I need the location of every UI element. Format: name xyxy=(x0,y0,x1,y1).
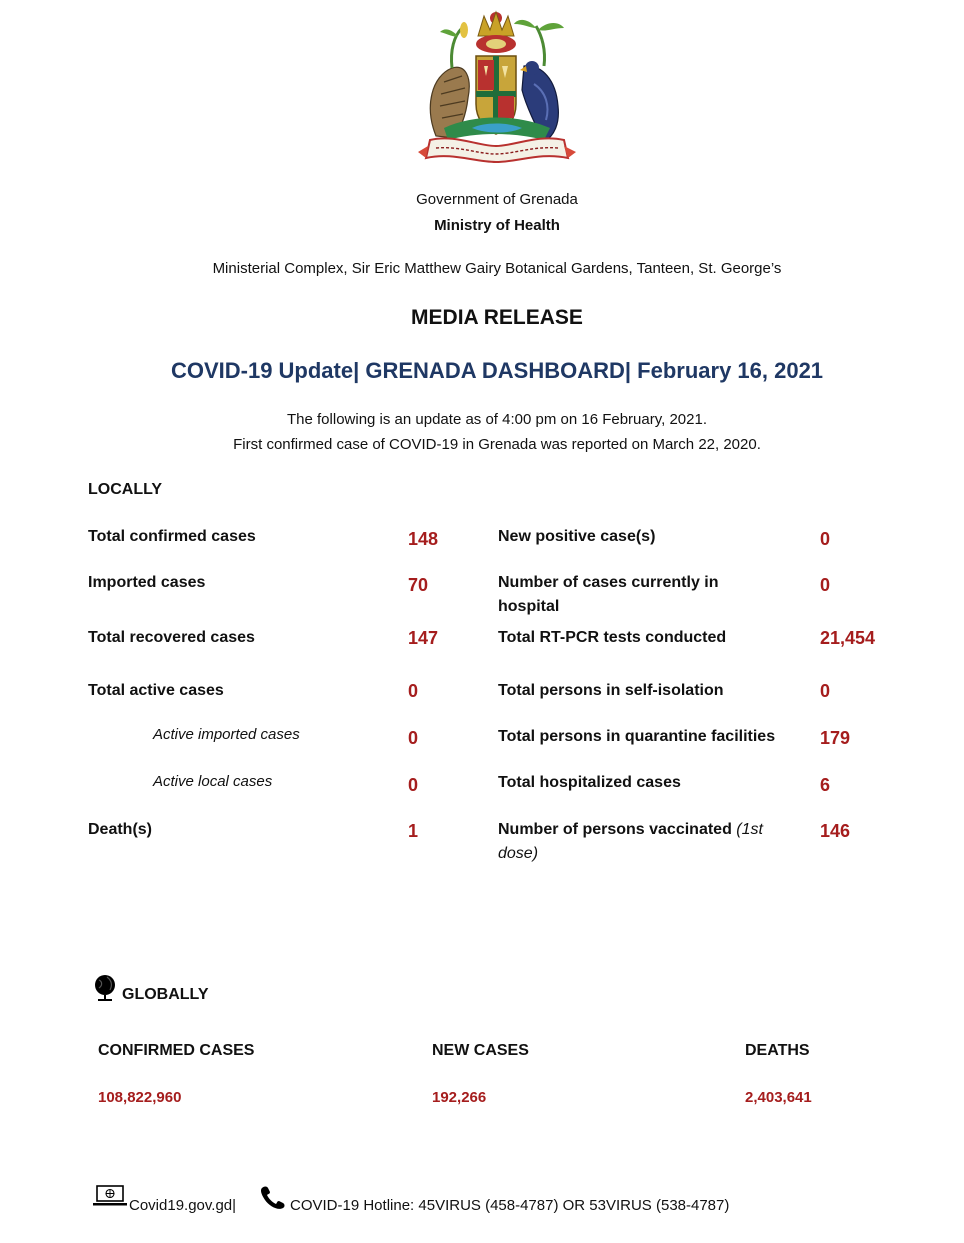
global-confirmed-header: CONFIRMED CASES xyxy=(98,1042,255,1059)
stat-value-deaths: 1 xyxy=(408,821,419,841)
hotline-info[interactable]: COVID-19 Hotline: 45VIRUS (458-4787) OR 53VIRUS (538-4787) xyxy=(290,1197,730,1214)
stat-value-self-isolation: 0 xyxy=(820,681,831,701)
globe-icon xyxy=(93,974,119,1002)
stat-label-total-confirmed: Total confirmed cases xyxy=(88,528,256,545)
stat-value-total-confirmed: 148 xyxy=(408,529,439,549)
stat-label-active-local: Active local cases xyxy=(153,773,273,790)
ministry-address: Ministerial Complex, Sir Eric Matthew Gairy Botanical Gardens, Tanteen, St. George’s xyxy=(212,260,782,277)
stat-value-vaccinated: 146 xyxy=(820,821,851,841)
government-name: Government of Grenada xyxy=(416,191,578,208)
stat-value-hospitalized: 6 xyxy=(820,775,831,795)
stat-value-imported: 70 xyxy=(408,575,429,595)
stat-label-self-isolation: Total persons in self-isolation xyxy=(498,682,724,699)
global-deaths-header: DEATHS xyxy=(745,1042,810,1059)
stat-label-new-positive: New positive case(s) xyxy=(498,528,656,545)
stat-label-cases-in-hospital-line2: hospital xyxy=(498,598,560,615)
media-release-heading: MEDIA RELEASE xyxy=(411,306,583,329)
stat-label-hospitalized: Total hospitalized cases xyxy=(498,774,681,791)
stat-label-deaths: Death(s) xyxy=(88,821,153,838)
phone-icon xyxy=(258,1184,288,1210)
first-case-line: First confirmed case of COVID-19 in Grenada was reported on March 22, 2020. xyxy=(233,436,761,453)
stat-value-cases-in-hospital: 0 xyxy=(820,575,831,595)
stat-label-cases-in-hospital xyxy=(498,571,719,619)
stat-label-imported: Imported cases xyxy=(88,574,206,591)
stat-label-total-recovered: Total recovered cases xyxy=(88,629,255,646)
stat-label-total-active: Total active cases xyxy=(88,682,224,699)
update-timestamp-line: The following is an update as of 4:00 pm on 16 February, 2021. xyxy=(287,411,707,428)
stat-label-cases-in-hospital-line1: Number of cases currently in xyxy=(498,574,719,591)
ministry-name: Ministry of Health xyxy=(434,217,560,234)
stat-value-total-active: 0 xyxy=(408,681,419,701)
stat-value-total-recovered: 147 xyxy=(408,628,439,648)
stat-value-active-imported: 0 xyxy=(408,728,419,748)
stat-label-vaccinated-line1: Number of persons vaccinated xyxy=(498,821,732,838)
global-new-cases-header: NEW CASES xyxy=(432,1042,529,1059)
locally-heading: LOCALLY xyxy=(88,481,163,498)
coat-of-arms-image xyxy=(414,6,578,168)
stat-label-vaccinated xyxy=(498,818,798,866)
stat-label-rt-pcr-tests: Total RT-PCR tests conducted xyxy=(498,629,727,646)
stat-value-new-positive: 0 xyxy=(820,529,831,549)
laptop-icon xyxy=(92,1184,128,1208)
website-link[interactable]: Covid19.gov.gd| xyxy=(129,1197,237,1214)
global-confirmed-value: 108,822,960 xyxy=(98,1089,182,1106)
stat-value-quarantine-facilities: 179 xyxy=(820,728,851,748)
stat-label-quarantine-facilities: Total persons in quarantine facilities xyxy=(498,728,776,745)
stat-value-rt-pcr-tests: 21,454 xyxy=(820,628,876,648)
stat-label-vaccinated-line2: dose) xyxy=(498,845,539,862)
globally-heading: GLOBALLY xyxy=(122,986,209,1003)
dashboard-headline: COVID-19 Update| GRENADA DASHBOARD| February 16, 2021 xyxy=(170,358,824,383)
global-new-cases-value: 192,266 xyxy=(432,1089,487,1106)
stat-value-active-local: 0 xyxy=(408,775,419,795)
stat-label-vaccinated-italic: (1st xyxy=(736,821,763,838)
global-deaths-value: 2,403,641 xyxy=(745,1089,812,1106)
stat-label-active-imported: Active imported cases xyxy=(153,726,300,743)
